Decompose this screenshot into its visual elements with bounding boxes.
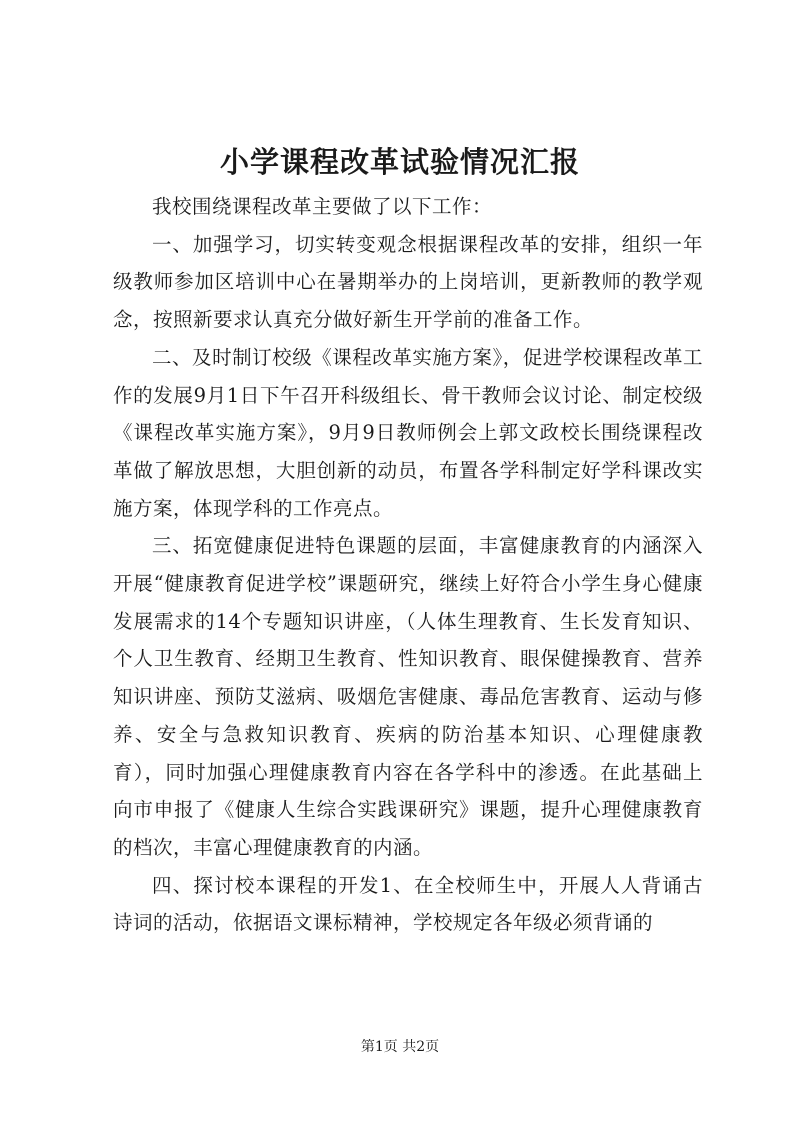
document-body — [113, 188, 703, 942]
paragraph-section-2: 二、及时制订校级《课程改革实施方案》，促进学校课程改革工作的发展9月1日下午召开科级组长、骨干教师会议讨论、制定校级《课程改革实施方案》，9月9日教师例会上郭文政校长围绕课程改革做了解放思想，大胆创新的动员，布置各学科制定好学科课改实施方案，体现学科的工作亮点。 — [113, 345, 703, 520]
document-title: 小学课程改革试验情况汇报 — [219, 145, 580, 179]
paragraph-section-3: 三、拓宽健康促进特色课题的层面，丰富健康教育的内涵深入开展“健康教育促进学校”课题研究，继续上好符合小学生身心健康发展需求的14个专题知识讲座，（人体生理教育、生长发育知识、个人卫生教育、经期卫生教育、性知识教育、眼保健操教育、营养知识讲座、预防艾滋病、吸烟危害健康、毒品危害教育、运动与修养、安全与急救知识教育、疾病的防治基本知识、心理健康教育），同时加强心理健康教育内容在各学科中的渗透。在此基础上向市申报了《健康人生综合实践课研究》课题，提升心理健康教育的档次，丰富心理健康教育的内涵。 — [113, 534, 703, 859]
paragraph-section-1: 一、加强学习，切实转变观念根据课程改革的安排，组织一年级教师参加区培训中心在暑期举办的上岗培训，更新教师的教学观念，按照新要求认真充分做好新生开学前的准备工作。 — [113, 232, 703, 332]
page-footer: 第1页 共2页 — [360, 1039, 440, 1055]
paragraph-section-4: 四、探讨校本课程的开发1、在全校师生中，开展人人背诵古诗词的活动，依据语文课标精神，学校规定各年级必须背诵的 — [113, 873, 703, 935]
paragraph-intro: 我校围绕课程改革主要做了以下工作： — [152, 195, 493, 218]
